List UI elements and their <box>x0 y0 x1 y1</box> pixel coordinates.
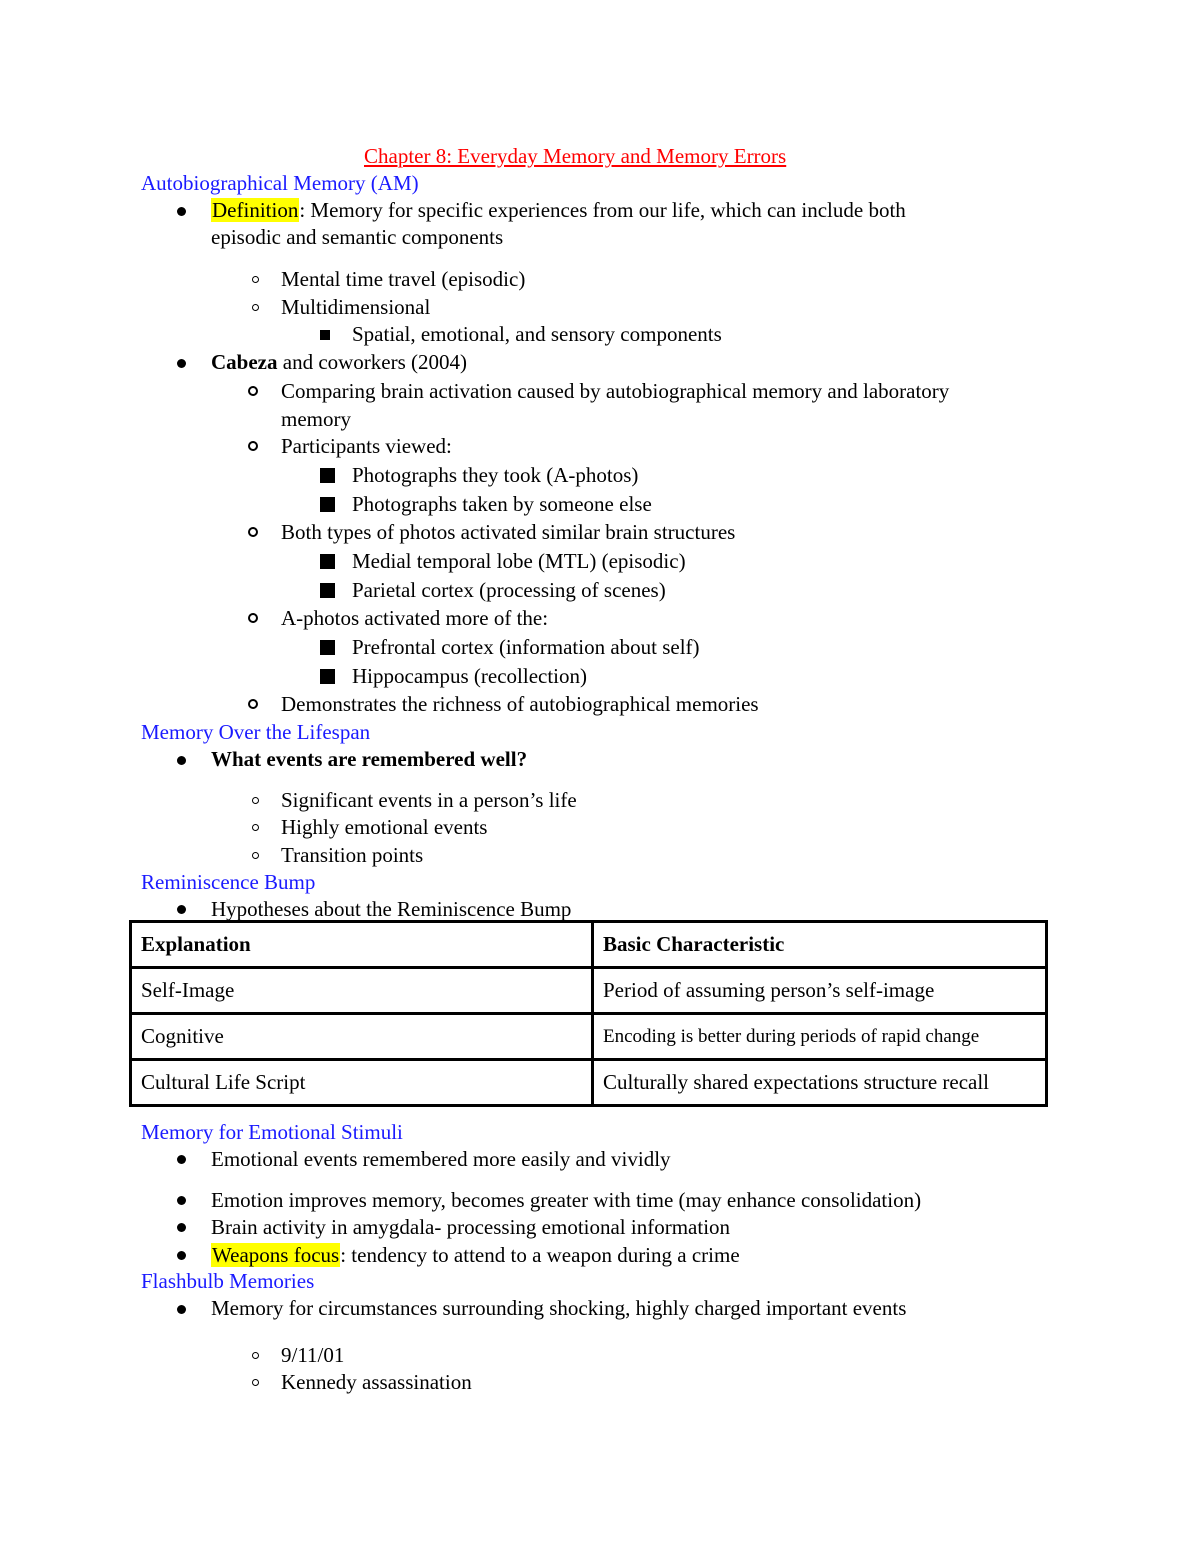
list-item: Multidimensional <box>281 295 431 319</box>
reminiscence-bump-table <box>129 920 1048 1107</box>
bullet-circle-icon <box>252 1379 259 1386</box>
bullet-circle-icon <box>248 386 258 396</box>
bullet-circle-icon <box>252 797 259 804</box>
bullet-dot-icon <box>177 359 186 368</box>
cabeza-rest: and coworkers (2004) <box>277 350 468 374</box>
table-cell: Cultural Life Script <box>131 1060 593 1106</box>
bullet-circle-icon <box>252 304 259 311</box>
bullet-square-icon <box>320 640 335 655</box>
list-item: Participants viewed: <box>281 434 452 458</box>
table-cell: Period of assuming person’s self-image <box>593 968 1047 1014</box>
lifespan-question: What events are remembered well? <box>211 747 528 771</box>
list-item: Kennedy assassination <box>281 1370 472 1394</box>
bullet-square-icon <box>320 497 335 512</box>
weapons-focus-line <box>211 1242 740 1268</box>
list-item: Spatial, emotional, and sensory components <box>352 322 722 346</box>
list-item: Photographs taken by someone else <box>352 492 652 516</box>
bullet-dot-icon <box>177 207 186 216</box>
definition-continuation: episodic and semantic components <box>211 225 504 249</box>
table-cell: Self-Image <box>131 968 593 1014</box>
section-heading-emotional-stimuli: Memory for Emotional Stimuli <box>141 1120 403 1144</box>
list-item: Both types of photos activated similar brain structures <box>281 520 736 544</box>
list-item: Prefrontal cortex (information about self) <box>352 635 700 659</box>
list-item: 9/11/01 <box>281 1343 345 1367</box>
bullet-dot-icon <box>177 756 186 765</box>
table-header-row <box>131 922 1047 968</box>
bullet-square-icon <box>320 583 335 598</box>
list-item: Significant events in a person’s life <box>281 788 577 812</box>
list-item: A-photos activated more of the: <box>281 606 549 630</box>
list-item: Emotional events remembered more easily and vividly <box>211 1147 671 1171</box>
definition-text: : Memory for specific experiences from our life, which can include both <box>299 198 906 222</box>
header-basic-characteristic: Basic Characteristic <box>603 932 785 956</box>
list-item: Demonstrates the richness of autobiographical memories <box>281 692 759 716</box>
table-header-cell <box>593 922 1047 968</box>
table-cell: Cognitive <box>131 1014 593 1060</box>
page-title: Chapter 8: Everyday Memory and Memory Errors <box>364 144 787 168</box>
table-cell: Culturally shared expectations structure recall <box>593 1060 1047 1106</box>
bullet-dot-icon <box>177 1251 186 1260</box>
list-item: Transition points <box>281 843 424 867</box>
bullet-circle-icon <box>252 1352 259 1359</box>
list-item: Highly emotional events <box>281 815 488 839</box>
list-item: Mental time travel (episodic) <box>281 267 526 291</box>
list-item: Parietal cortex (processing of scenes) <box>352 578 666 602</box>
weapons-focus-text: : tendency to attend to a weapon during a crime <box>340 1243 740 1267</box>
list-item: Hippocampus (recollection) <box>352 664 587 688</box>
table-header-cell <box>131 922 593 968</box>
bullet-circle-icon <box>248 613 258 623</box>
definition-term: Definition <box>212 198 299 222</box>
section-heading-autobiographical-memory: Autobiographical Memory (AM) <box>141 171 419 195</box>
table-row <box>131 1060 1047 1106</box>
bullet-circle-icon <box>248 527 258 537</box>
list-item: Photographs they took (A-photos) <box>352 463 639 487</box>
list-item: Brain activity in amygdala- processing emotional information <box>211 1215 731 1239</box>
bullet-dot-icon <box>177 1155 186 1164</box>
table-row <box>131 968 1047 1014</box>
bullet-dot-icon <box>177 905 186 914</box>
bullet-square-icon <box>320 468 335 483</box>
bullet-circle-icon <box>248 441 258 451</box>
list-item: Hypotheses about the Reminiscence Bump <box>211 897 572 921</box>
bullet-dot-icon <box>177 1223 186 1232</box>
table-row <box>131 1014 1047 1060</box>
section-heading-reminiscence-bump: Reminiscence Bump <box>141 870 316 894</box>
list-item: Comparing brain activation caused by autobiographical memory and laboratory <box>281 379 950 403</box>
table-cell: Encoding is better during periods of rapid change <box>593 1014 1047 1060</box>
section-heading-flashbulb-memories: Flashbulb Memories <box>141 1269 315 1293</box>
list-item: Medial temporal lobe (MTL) (episodic) <box>352 549 686 573</box>
list-item: Memory for circumstances surrounding shocking, highly charged important events <box>211 1296 907 1320</box>
bullet-square-icon <box>320 554 335 569</box>
section-heading-memory-over-lifespan: Memory Over the Lifespan <box>141 720 371 744</box>
list-item-continuation: memory <box>281 407 351 431</box>
bullet-circle-icon <box>252 276 259 283</box>
bullet-circle-icon <box>252 852 259 859</box>
bullet-circle-icon <box>248 699 258 709</box>
bullet-circle-icon <box>252 824 259 831</box>
bullet-dot-icon <box>177 1196 186 1205</box>
header-explanation: Explanation <box>141 932 251 956</box>
cabeza-line <box>211 349 467 375</box>
list-item: Emotion improves memory, becomes greater with time (may enhance consolidation) <box>211 1188 922 1212</box>
bullet-square-icon <box>320 669 335 684</box>
bullet-square-icon <box>320 330 330 340</box>
cabeza-name: Cabeza <box>211 350 278 374</box>
weapons-focus-term: Weapons focus <box>212 1243 340 1267</box>
bullet-dot-icon <box>177 1305 186 1314</box>
list-item <box>211 746 527 772</box>
definition-line <box>211 197 906 223</box>
